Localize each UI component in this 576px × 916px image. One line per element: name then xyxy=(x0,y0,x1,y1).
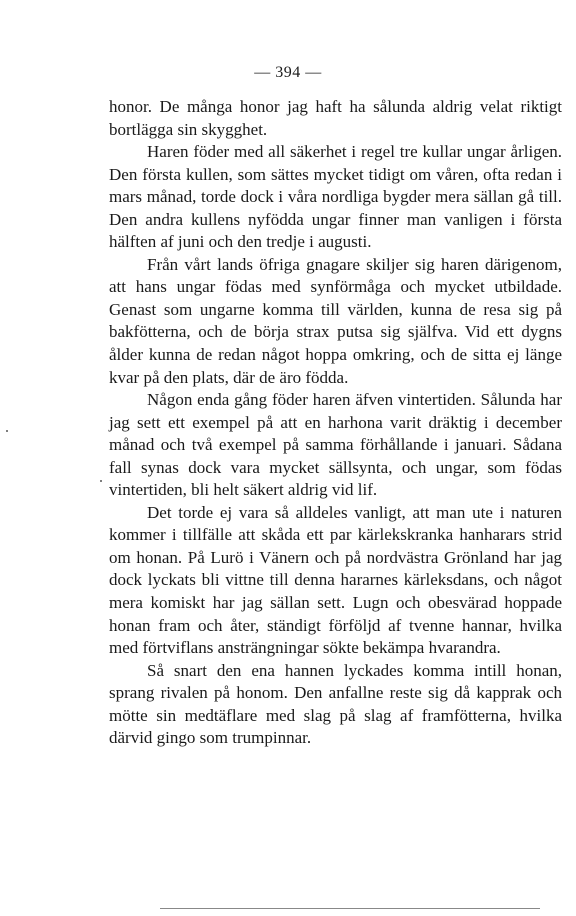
paragraph-2: Haren föder med all säkerhet i regel tre kullar ungar årligen. Den första kullen, som sättes mycket tidigt om våren, ofta redan i mars månad, torde dock i våra nordliga bygder mera sällan gå till. Den andra kullens nyfödda ungar finner man vanligen i första hälften af juni och den tredje i augusti. xyxy=(109,142,562,252)
scan-speck xyxy=(6,430,8,432)
paragraph-4: Någon enda gång föder haren äfven vintertiden. Sålunda har jag sett ett exempel på att en harhona varit dräktig i december månad och två exempel på samma förhållande i januari. Sådana fall synas dock vara mycket sällsynta, och ungar, som födas vintertiden, bli helt säkert aldrig vid lif. xyxy=(109,390,562,500)
paragraph-6: Så snart den ena hannen lyckades komma intill honan, sprang rivalen på honom. Den anfallne reste sig då kapprak och mötte sin medtäflare med slag på slag af framfötterna, hvilka därvid gingo som trumpinnar. xyxy=(109,660,562,748)
paragraph-5: Det torde ej vara så alldeles vanligt, att man ute i naturen kommer i tillfälle att skåda ett par kärlekskranka hanharars strid om honan. På Lurö i Vänern och på nordvästra Grönland har jag dock lyckats bli vittne till denna hararnes kärleksdans, och något mera komiskt har jag sällan sett. Lugn och obesvärad hoppade honan fram och åter, ständigt förföljd af tvenne hannar, hvilka med förtviflans ansträngningar sökte bekämpa hvarandra. xyxy=(109,502,562,658)
paragraph-1: honor. De många honor jag haft ha sålunda aldrig velat riktigt bortlägga sin skygghet. xyxy=(109,97,562,139)
bottom-edge-line xyxy=(160,908,540,909)
scan-speck xyxy=(100,480,102,482)
page-number: — 394 — xyxy=(254,64,322,81)
body-text xyxy=(109,96,562,750)
paragraph-3: Från vårt lands öfriga gnagare skiljer sig haren därigenom, att hans ungar födas med synförmåga och mycket utbildade. Genast som ungarne komma till världen, kunna de resa sig på bakfötterna, och de börja strax putsa sig själfva. Vid ett dygns ålder kunna de redan något hoppa omkring, och de sitta ej länge kvar på den plats, där de äro födda. xyxy=(109,254,562,387)
